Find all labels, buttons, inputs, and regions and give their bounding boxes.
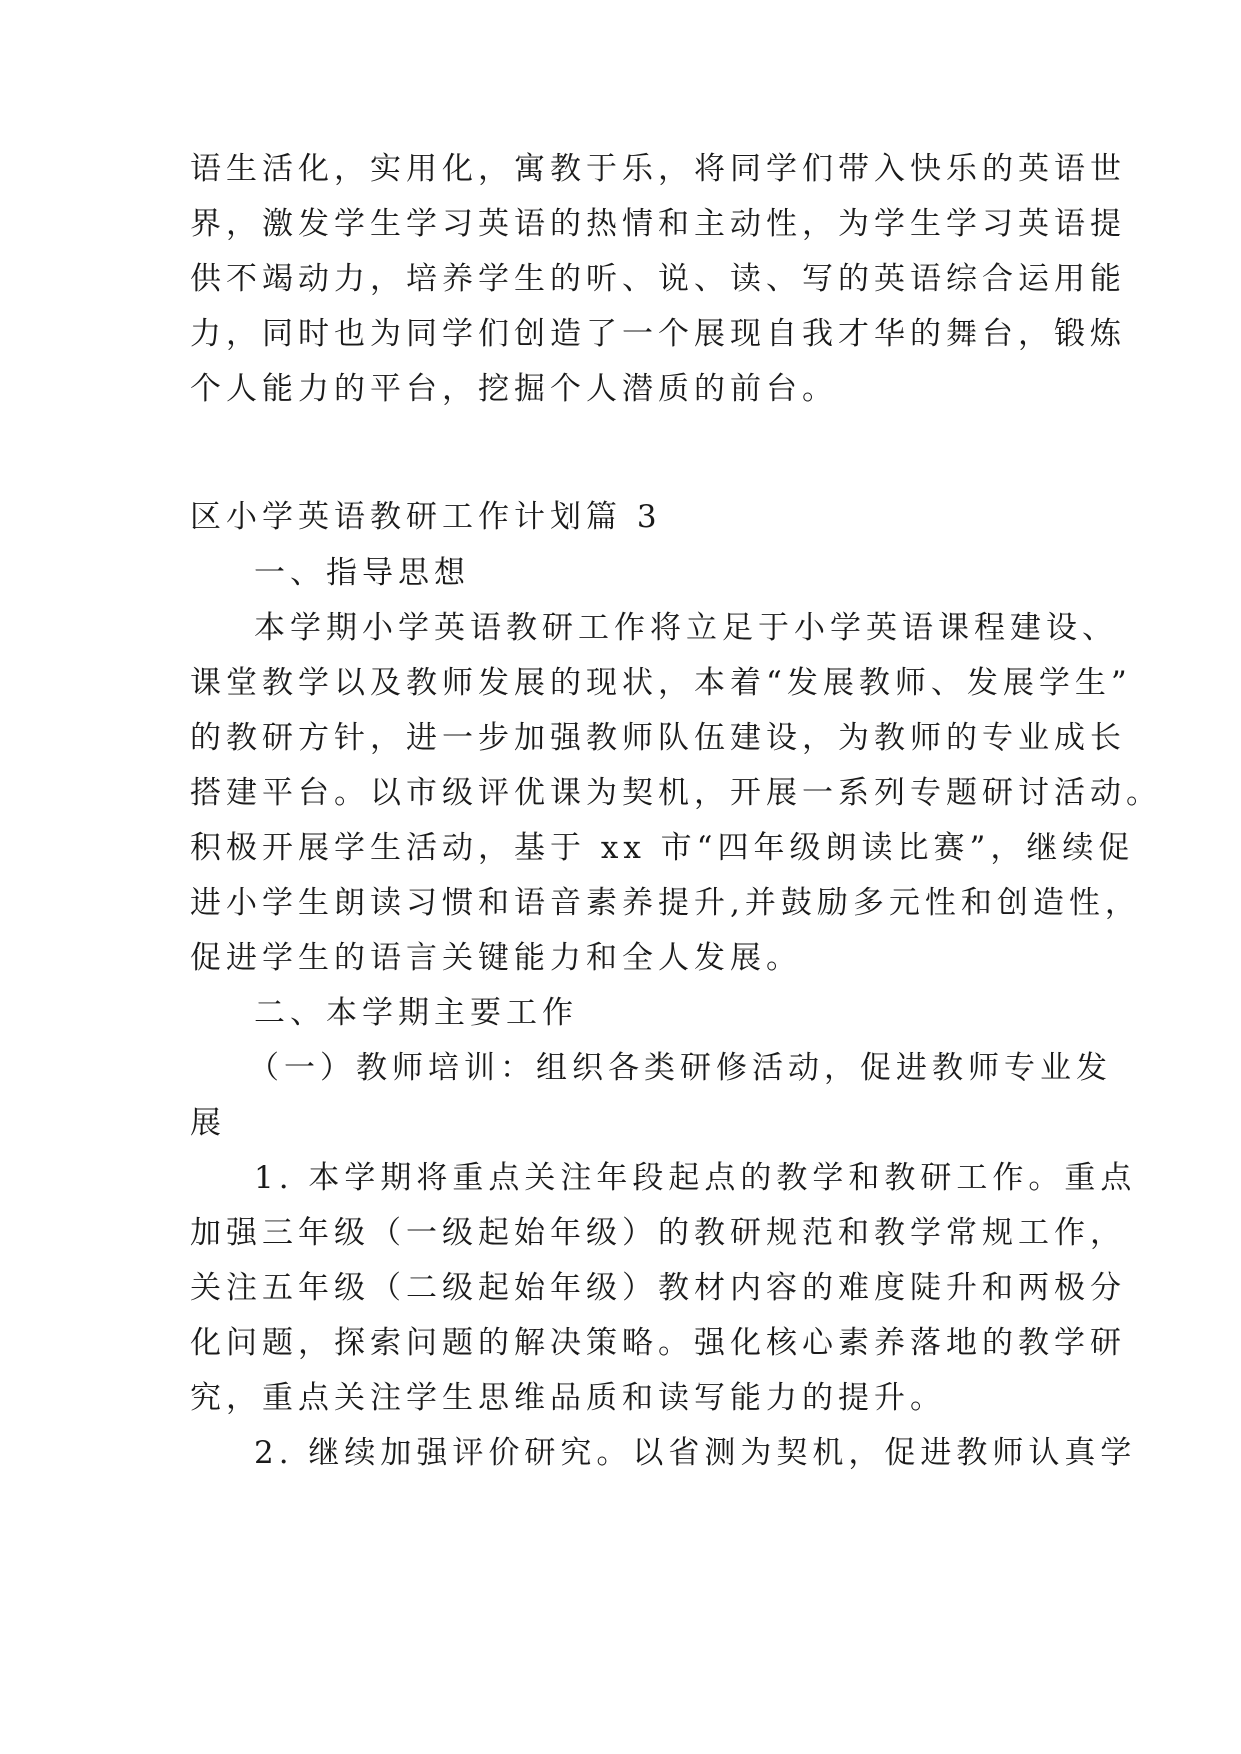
- paragraph-line: 个人能力的平台，挖掘个人潜质的前台。: [190, 371, 838, 407]
- paragraph-line: 供不竭动力，培养学生的听、说、读、写的英语综合运用能: [190, 261, 1126, 297]
- paragraph-line: 进小学生朗读习惯和语音素养提升,并鼓励多元性和创造性，: [190, 885, 1141, 921]
- paragraph-line: 促进学生的语言关键能力和全人发展。: [190, 940, 802, 976]
- paragraph-line: 的教研方针，进一步加强教师队伍建设，为教师的专业成长: [190, 720, 1126, 756]
- heading-main-work: 二、本学期主要工作: [254, 995, 578, 1031]
- section-title: 区小学英语教研工作计划篇 3: [190, 499, 662, 535]
- list-item-2: 2. 继续加强评价研究。以省测为契机，促进教师认真学: [254, 1435, 1137, 1471]
- list-item-1: 1. 本学期将重点关注年段起点的教学和教研工作。重点: [254, 1160, 1137, 1196]
- paragraph-line: 课堂教学以及教师发展的现状，本着“发展教师、发展学生”: [190, 665, 1132, 701]
- paragraph-line: 积极开展学生活动，基于 xx 市“四年级朗读比赛”，继续促: [190, 830, 1135, 866]
- paragraph-line: 展: [190, 1105, 226, 1141]
- subheading-teacher-training: （一）教师培训：组织各类研修活动，促进教师专业发: [248, 1050, 1112, 1086]
- paragraph-line: 语生活化，实用化，寓教于乐，将同学们带入快乐的英语世: [190, 151, 1126, 187]
- paragraph-line: 力，同时也为同学们创造了一个展现自我才华的舞台，锻炼: [190, 316, 1126, 352]
- paragraph-line: 搭建平台。以市级评优课为契机，开展一系列专题研讨活动。: [190, 775, 1162, 811]
- paragraph-line: 化问题，探索问题的解决策略。强化核心素养落地的教学研: [190, 1325, 1126, 1361]
- paragraph-line: 究，重点关注学生思维品质和读写能力的提升。: [190, 1380, 946, 1416]
- paragraph-line: 加强三年级（一级起始年级）的教研规范和教学常规工作，: [190, 1215, 1126, 1251]
- paragraph-line: 本学期小学英语教研工作将立足于小学英语课程建设、: [254, 610, 1118, 646]
- heading-guiding-thought: 一、指导思想: [254, 555, 470, 591]
- paragraph-line: 关注五年级（二级起始年级）教材内容的难度陡升和两极分: [190, 1270, 1126, 1306]
- paragraph-line: 界，激发学生学习英语的热情和主动性，为学生学习英语提: [190, 206, 1126, 242]
